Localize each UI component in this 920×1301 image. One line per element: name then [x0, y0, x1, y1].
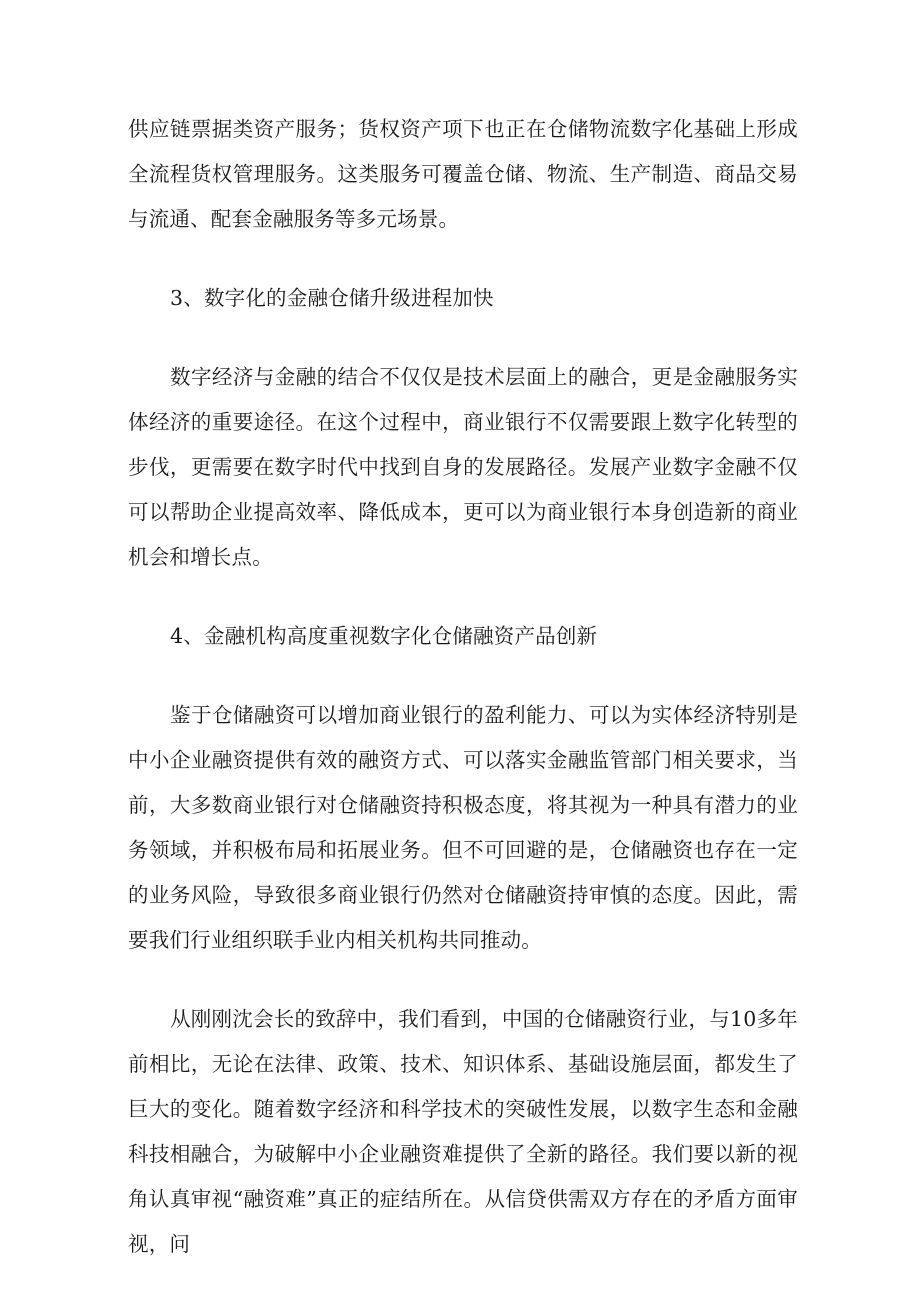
paragraph-supply-chain-services: 供应链票据类资产服务；货权资产项下也正在仓储物流数字化基础上形成全流程货权管理服务。这类服务可覆盖仓储、物流、生产制造、商品交易与流通、配套金融服务等多元场景。 [128, 117, 798, 231]
section-heading-3: 3、数字化的金融仓储升级进程加快 [170, 286, 494, 310]
section-heading-4: 4、金融机构高度重视数字化仓储融资产品创新 [170, 624, 598, 648]
paragraph-warehouse-financing: 鉴于仓储融资可以增加商业银行的盈利能力、可以为实体经济特别是中小企业融资提供有效的融资方式、可以落实金融监管部门相关要求，当前，大多数商业银行对仓储融资持积极态度，将其视为一种具有潜力的业务领域，并积极布局和拓展业务。但不可回避的是，仓储融资也存在一定的业务风险，导致很多商业银行仍然对仓储融资持审慎的态度。因此，需要我们行业组织联手业内相关机构共同推动。 [128, 703, 798, 952]
paragraph-industry-changes: 从刚刚沈会长的致辞中，我们看到，中国的仓储融资行业，与10多年前相比，无论在法律、政策、技术、知识体系、基础设施层面，都发生了巨大的变化。随着数字经济和科学技术的突破性发展，以数字生态和金融科技相融合，为破解中小企业融资难提供了全新的路径。我们要以新的视角认真审视“融资难”真正的症结所在。从信贷供需双方存在的矛盾方面审视，问 [128, 1007, 798, 1256]
document-body [128, 107, 798, 1301]
paragraph-digital-economy-finance: 数字经济与金融的结合不仅仅是技术层面上的融合，更是金融服务实体经济的重要途径。在这个过程中，商业银行不仅需要跟上数字化转型的步伐，更需要在数字时代中找到自身的发展路径。发展产业数字金融不仅可以帮助企业提高效率、降低成本，更可以为商业银行本身创造新的商业机会和增长点。 [128, 365, 798, 569]
